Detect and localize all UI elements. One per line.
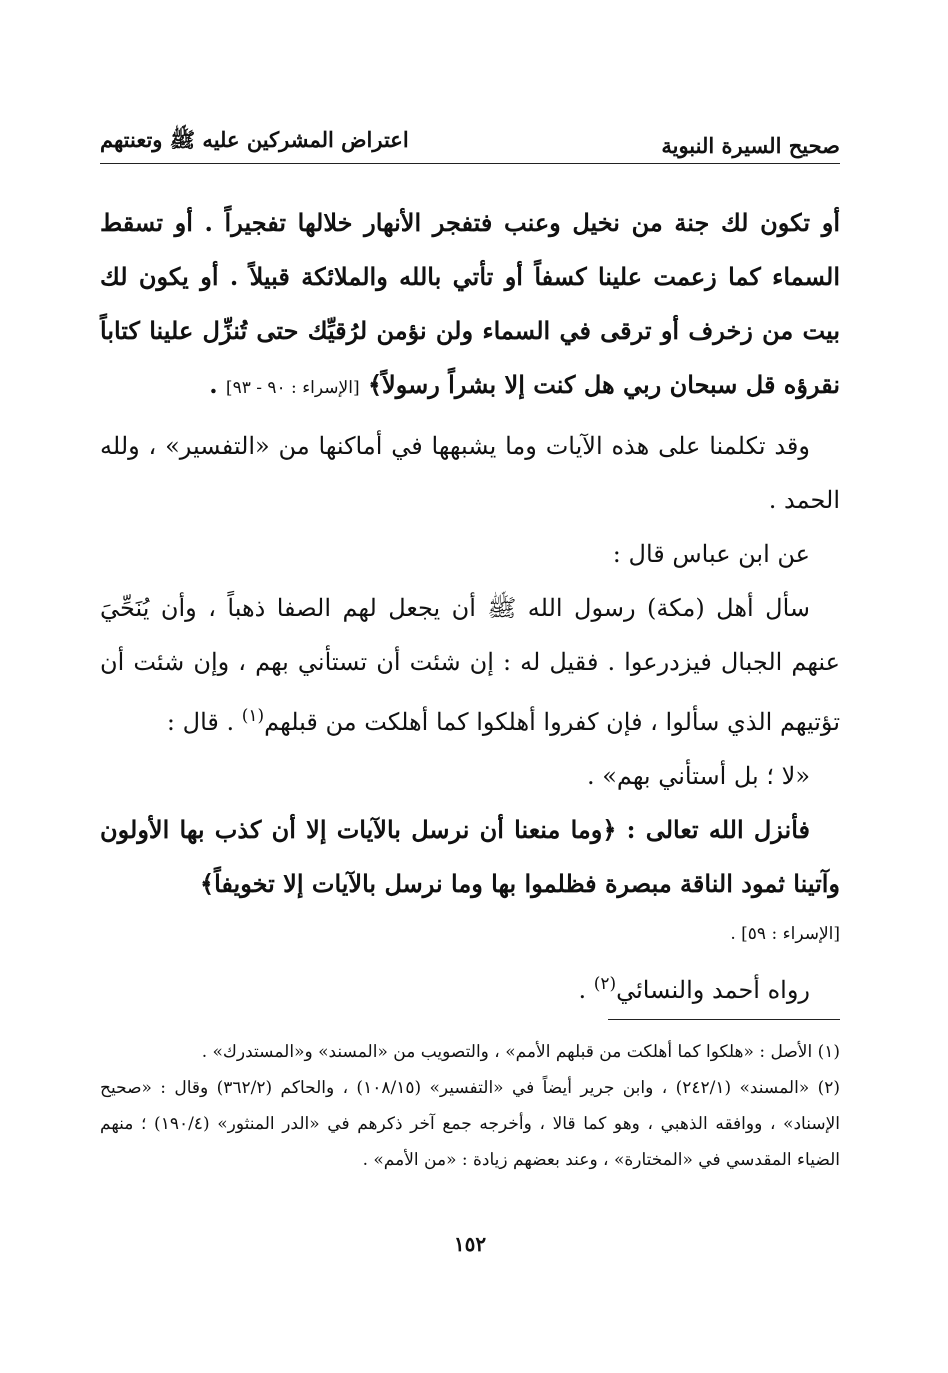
- source-end: .: [578, 976, 594, 1004]
- source-line: [100, 957, 840, 1017]
- hadith-end: . قال :: [166, 708, 242, 736]
- book-title: صحيح السيرة النبوية: [661, 133, 840, 158]
- page-number: ١٥٢: [453, 1232, 487, 1256]
- chapter-title: اعتراض المشركين عليه ﷺ وتعنتهم: [100, 127, 409, 152]
- verse-citation-2: [الإسراء : ٥٩] .: [730, 924, 840, 944]
- commentary-paragraph: وقد تكلمنا على هذه الآيات وما يشبهها في أماكنها من «التفسير» ، ولله الحمد .: [100, 432, 840, 514]
- verse-citation-1: [الإسراء : ٩٠ - ٩٣]: [225, 378, 360, 398]
- main-text: [100, 196, 840, 1017]
- footnote-1: (١) الأصل : «هلكوا كما أهلكت من قبلهم الأمم» ، والتصويب من «المسند» و«المستدرك» .: [201, 1042, 840, 1062]
- footnote-ref-1: (١): [241, 706, 265, 726]
- running-header: [100, 118, 840, 158]
- verse-paragraph-1: [100, 196, 840, 415]
- verse-text-2: فأنزل الله تعالى : ﴿وما منعنا أن نرسل بالآيات إلا أن كذب بها الأولون وآتينا ثمود الناقة مبصرة فظلموا بها وما نرسل بالآيات إلا تخويفاً﴾: [100, 815, 840, 898]
- footnote-2: (٢) «المسند» (٢٤٢/١) ، وابن جرير أيضاً في «التفسير» (١٠٨/١٥) ، والحاكم (٣٦٢/٢) وقال : «صحيح الإسناد» ، ووافقه الذهبي ، وهو كما قالا ، وأخرجه جمع آخر ذكرهم في «الدر المنثور» (١٩٠/٤) ؛ منهم الضياء المقدسي في «المختارة» ، وعند بعضهم زيادة : «من الأمم» .: [100, 1078, 841, 1170]
- hadith-paragraph: [100, 581, 840, 749]
- verse-end-1: .: [209, 370, 226, 399]
- footnotes: [100, 1034, 840, 1178]
- narrator-line: عن ابن عباس قال :: [612, 540, 810, 568]
- book-page: [100, 0, 840, 1373]
- header-divider: [100, 163, 840, 164]
- prophet-reply: «لا ؛ بل أستأني بهم» .: [586, 762, 810, 790]
- footnote-ref-2: (٢): [593, 974, 617, 994]
- verse-paragraph-2: [100, 803, 840, 911]
- hadith-text: سأل أهل (مكة) رسول الله ﷺ أن يجعل لهم الصفا ذهباً ، وأن يُنَحِّيَ عنهم الجبال فيزدرعوا . فقيل له : إن شئت أن تستأني بهم ، وإن شئت أن تؤتيهم الذي سألوا ، فإن كفروا أهلكوا كما أهلكت من قبلهم: [100, 594, 840, 736]
- verse-text-1: أو تكون لك جنة من نخيل وعنب فتفجر الأنهار خلالها تفجيراً . أو تسقط السماء كما زعمت علينا كسفاً أو تأتي بالله والملائكة قبيلاً . أو يكون لك بيت من زخرف أو ترقى في السماء ولن نؤمن لرُقيِّك حتى تُنزِّل علينا كتاباً نقرؤه قل سبحان ربي هل كنت إلا بشراً رسولاً﴾: [100, 208, 840, 399]
- source-text: رواه أحمد والنسائي: [616, 976, 810, 1004]
- footnote-divider: [608, 1019, 840, 1020]
